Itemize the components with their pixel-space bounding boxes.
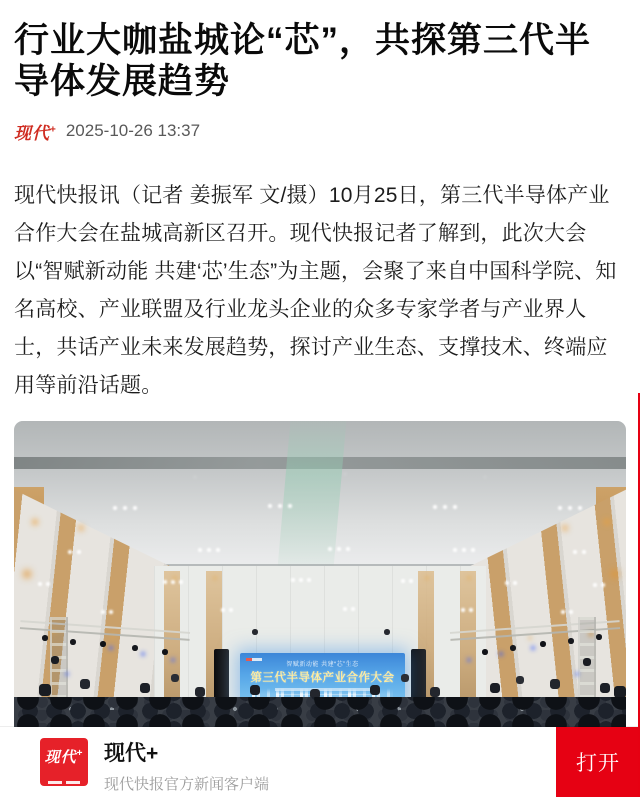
app-logo-slogan-marks [40, 771, 88, 789]
app-logo-plus: + [76, 748, 84, 759]
open-app-button[interactable]: 打开 [556, 727, 640, 797]
source-logo [14, 119, 57, 144]
article-title: 行业大咖盐城论“芯”，共探第三代半导体发展趋势 [14, 21, 592, 102]
app-download-bar [0, 727, 640, 797]
screen-topline: 智赋新动能 共建“芯”生态 [286, 661, 359, 668]
byline [14, 119, 626, 144]
photo-audience-scatter [14, 421, 16, 423]
publish-timestamp: 2025-10-26 13:37 [65, 121, 201, 141]
app-logo-text [40, 746, 88, 767]
app-logo [40, 738, 88, 786]
screen-title: 第三代半导体产业合作大会 [250, 671, 395, 684]
source-logo-text: 现代 [14, 123, 50, 143]
app-meta [104, 737, 269, 794]
article-photo[interactable] [14, 421, 626, 735]
source-logo-plus: + [50, 123, 57, 135]
app-tagline: 现代快报官方新闻客户端 [104, 776, 270, 793]
app-name: 现代+ [104, 742, 159, 765]
stage-led-screen [240, 653, 405, 703]
app-logo-main: 现代 [44, 749, 77, 766]
article-paragraph: 现代快报讯（记者 姜振军 文/摄）10月25日，第三代半导体产业合作大会在盐城高新区召开。现代快报记者了解到，此次大会以“智赋新动能 共建‘芯’生态”为主题，会聚了来自中国科学院、知名高校、产业联盟及行业龙头企业的众多专家学者与产业界人士，共话产业未来发展趋势，探讨产业生态、支撑技术、终端应用等前沿话题。 [14, 183, 617, 397]
